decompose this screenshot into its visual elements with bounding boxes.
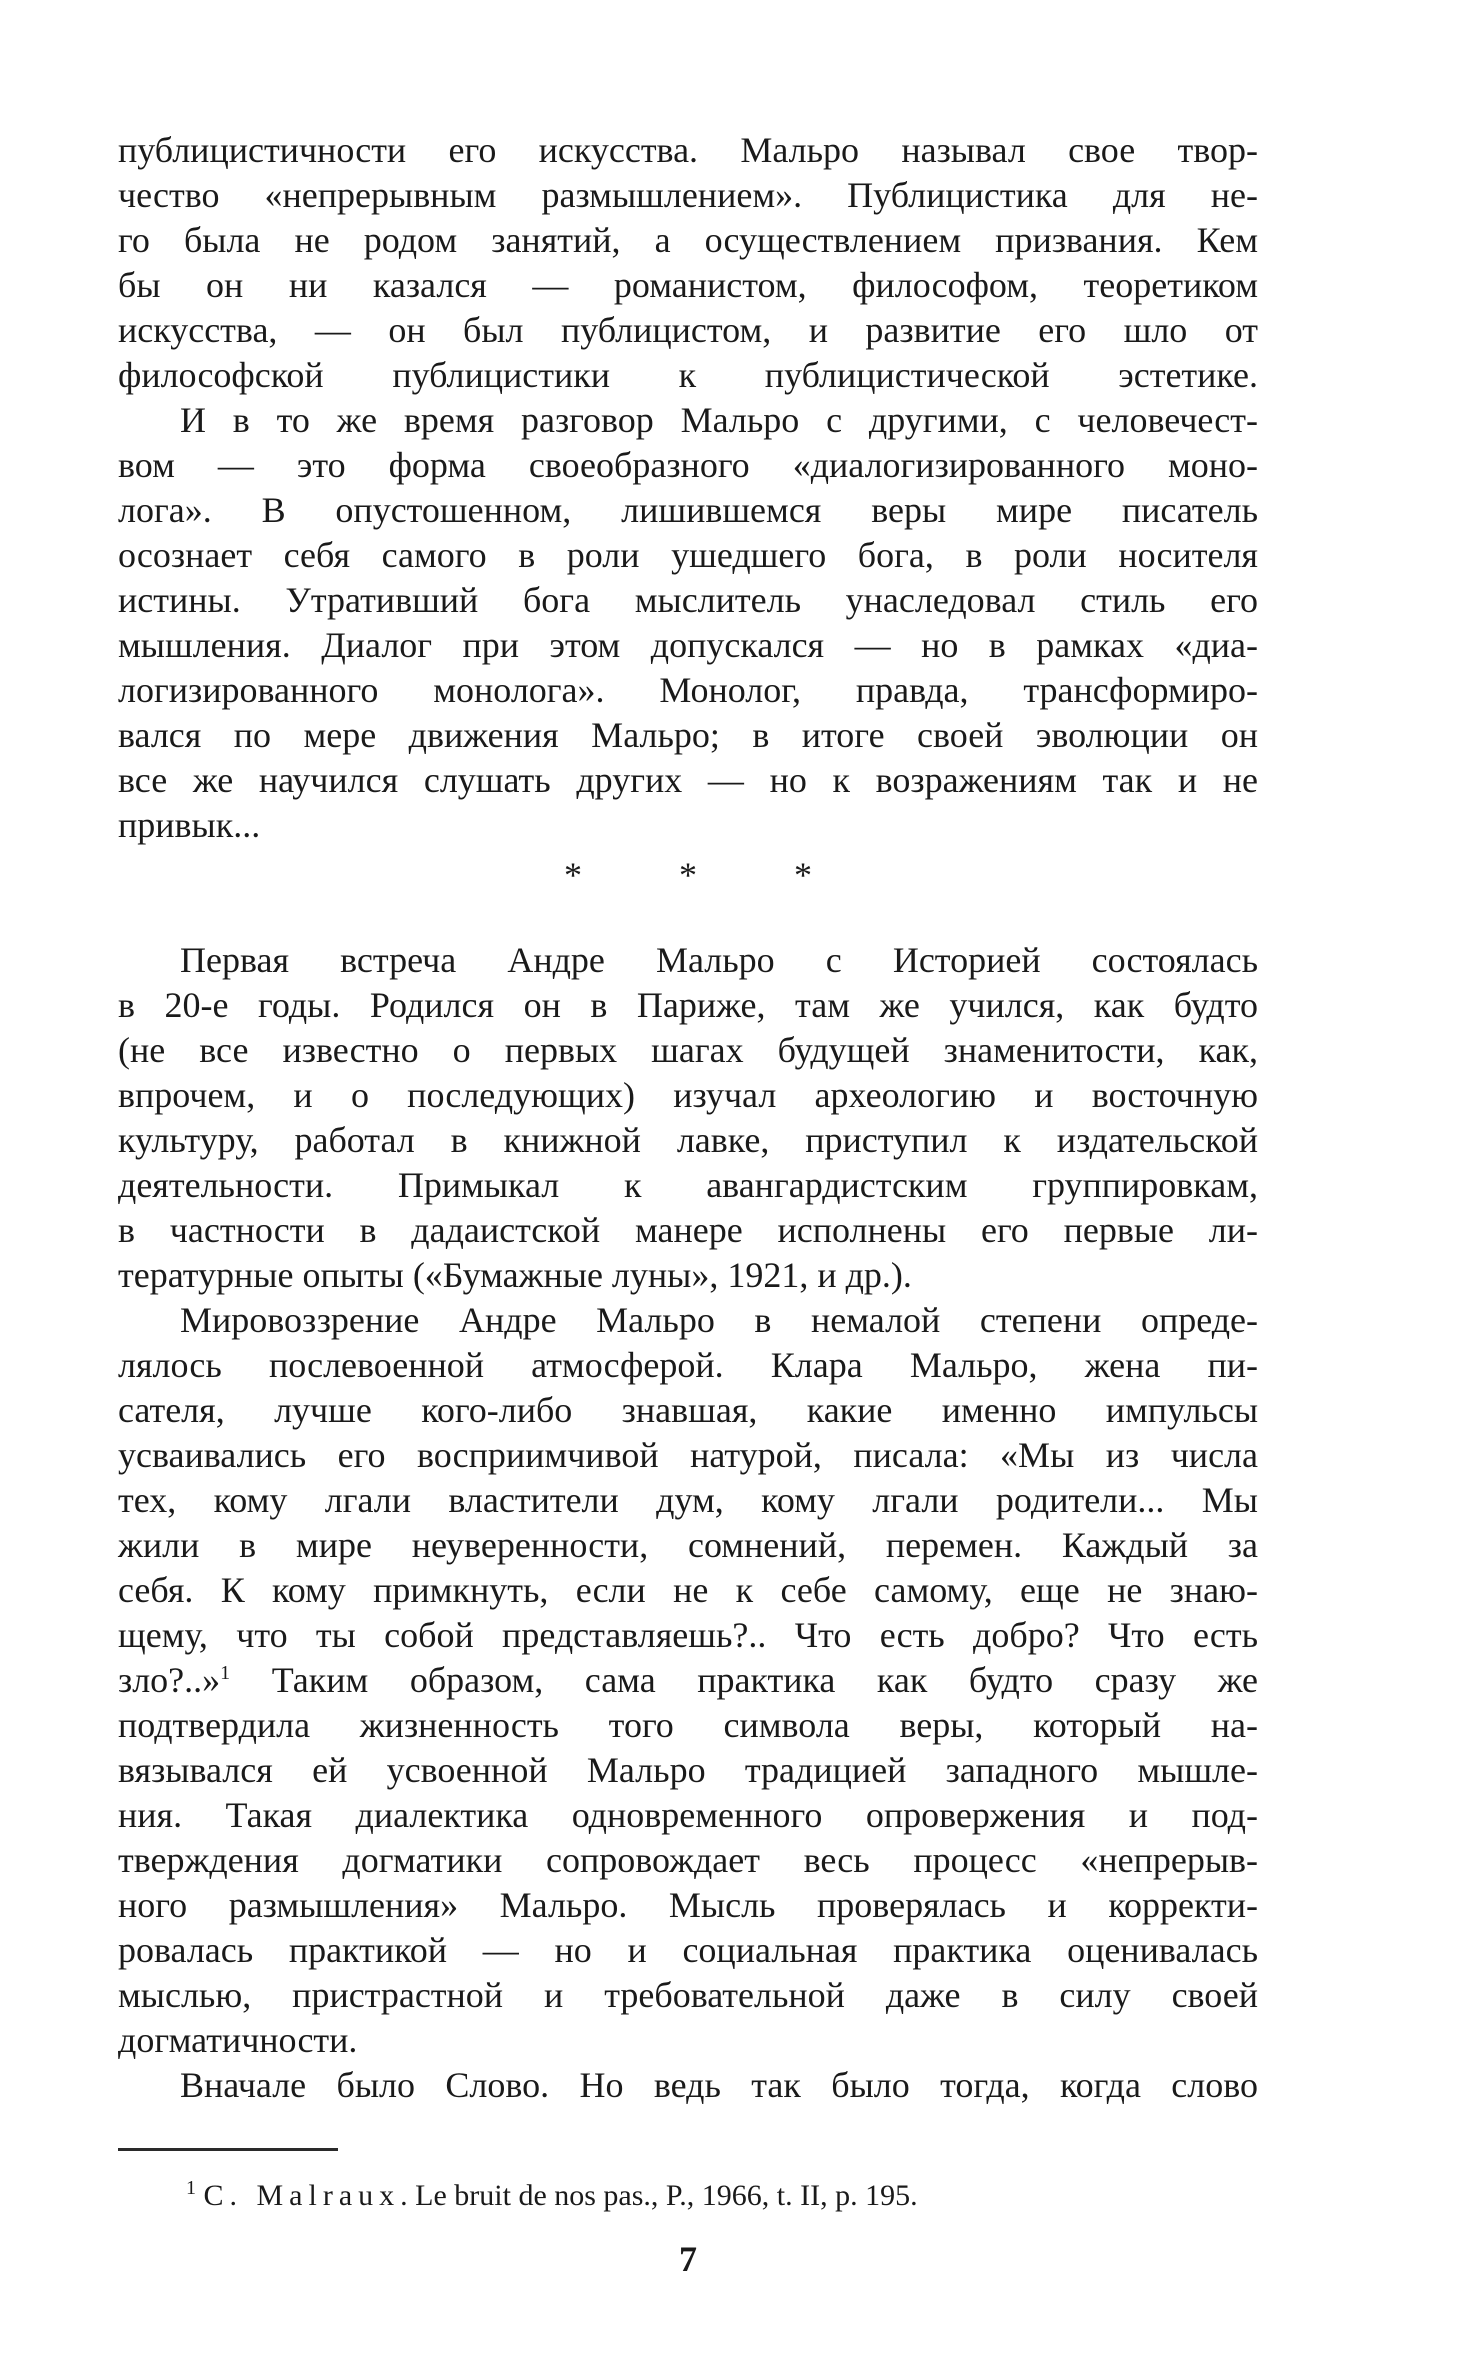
text-line: (не все известно о первых шагах будущей знаменитости, как, <box>118 1030 1258 1070</box>
text-line: подтвердила жизненность того символа веры, который на- <box>118 1705 1258 1745</box>
paragraph-4 <box>118 1298 1258 2063</box>
text-line: Вначале было Слово. Но ведь так было тогда, когда слово <box>180 2065 1258 2105</box>
text-line: ного размышления» Мальро. Мысль проверялась и корректи- <box>118 1885 1258 1925</box>
text-line: щему, что ты собой представляешь?.. Что есть добро? Что есть <box>118 1615 1258 1655</box>
text-line: все же научился слушать других — но к возражениям так и не <box>118 760 1258 800</box>
paragraph-5 <box>118 2063 1258 2108</box>
text-line: истины. Утративший бога мыслитель унаследовал стиль его <box>118 580 1258 620</box>
text-line: Мировоззрение Андре Мальро в немалой степени опреде- <box>180 1300 1258 1340</box>
text-line: мыслью, пристрастной и требовательной даже в силу своей <box>118 1975 1258 2015</box>
text-line: впрочем, и о последующих) изучал археологию и восточную <box>118 1075 1258 1115</box>
text-line: осознает себя самого в роли ушедшего бога, в роли носителя <box>118 535 1258 575</box>
footnote-text: . Le bruit de nos pas., P., 1966, t. II, p. 195. <box>400 2179 918 2212</box>
text-line: бы он ни казался — романистом, философом, теоретиком <box>118 265 1258 305</box>
section-separator <box>118 848 1258 938</box>
text-line: лялось послевоенной атмосферой. Клара Мальро, жена пи- <box>118 1345 1258 1385</box>
footnote-marker: 1 <box>186 2177 196 2199</box>
text-line: философской публицистики к публицистической эстетике. <box>118 355 1258 395</box>
text-line: публицистичности его искусства. Мальро называл свое твор- <box>118 130 1258 170</box>
text-fragment: зло?..» <box>118 1660 221 1700</box>
text-line: тературные опыты («Бумажные луны», 1921, и др.). <box>118 1255 912 1295</box>
paragraph-2 <box>118 398 1258 848</box>
text-line: жили в мире неуверенности, сомнений, перемен. Каждый за <box>118 1525 1258 1565</box>
footnote-rule <box>118 2148 338 2151</box>
text-line: деятельности. Примыкал к авангардистским группировкам, <box>118 1165 1258 1205</box>
text-line: ния. Такая диалектика одновременного опровержения и под- <box>118 1795 1258 1835</box>
text-line: культуру, работал в книжной лавке, приступил к издательской <box>118 1120 1258 1160</box>
page-body <box>118 128 1258 2108</box>
text-line: логизированного монолога». Монолог, правда, трансформиро- <box>118 670 1258 710</box>
paragraph-1 <box>118 128 1258 398</box>
footnote <box>186 2176 918 2216</box>
text-line: сателя, лучше кого-либо знавшая, какие именно импульсы <box>118 1390 1258 1430</box>
footnote-reference: 1 <box>220 1662 231 1684</box>
text-line: искусства, — он был публицистом, и развитие его шло от <box>118 310 1258 350</box>
text-line: тверждения догматики сопровождает весь процесс «непрерыв- <box>118 1840 1258 1880</box>
text-line: вался по мере движения Мальро; в итоге своей эволюции он <box>118 715 1258 755</box>
text-line: Первая встреча Андре Мальро с Историей состоялась <box>180 940 1258 980</box>
footnote-author: C. Malraux <box>203 2179 401 2212</box>
text-line: в 20-е годы. Родился он в Париже, там же учился, как будто <box>118 985 1258 1025</box>
text-line: И в то же время разговор Мальро с другими, с человечест- <box>180 400 1258 440</box>
text-line: привык... <box>118 805 261 845</box>
text-line: вязывался ей усвоенной Мальро традицией западного мышле- <box>118 1750 1258 1790</box>
text-line: лога». В опустошенном, лишившемся веры мире писатель <box>118 490 1258 530</box>
paragraph-3 <box>118 938 1258 1298</box>
separator-asterisks: * * * <box>564 855 856 895</box>
text-line: догматичности. <box>118 2020 358 2060</box>
text-line: тех, кому лгали властители дум, кому лгали родители... Мы <box>118 1480 1258 1520</box>
page-number: 7 <box>679 2239 697 2279</box>
text-fragment: Таким образом, сама практика как будто сразу же <box>271 1660 1258 1700</box>
text-line: го была не родом занятий, а осуществлением призвания. Кем <box>118 220 1258 260</box>
text-line: вом — это форма своеобразного «диалогизированного моно- <box>118 445 1258 485</box>
text-line: себя. К кому примкнуть, если не к себе самому, еще не знаю- <box>118 1570 1258 1610</box>
text-line-with-footnote <box>118 1658 1258 1703</box>
text-line: чество «непрерывным размышлением». Публицистика для не- <box>118 175 1258 215</box>
text-line: мышления. Диалог при этом допускался — но в рамках «диа- <box>118 625 1258 665</box>
text-line: в частности в дадаистской манере исполнены его первые ли- <box>118 1210 1258 1250</box>
text-line: ровалась практикой — но и социальная практика оценивалась <box>118 1930 1258 1970</box>
text-line: усваивались его восприимчивой натурой, писала: «Мы из числа <box>118 1435 1258 1475</box>
